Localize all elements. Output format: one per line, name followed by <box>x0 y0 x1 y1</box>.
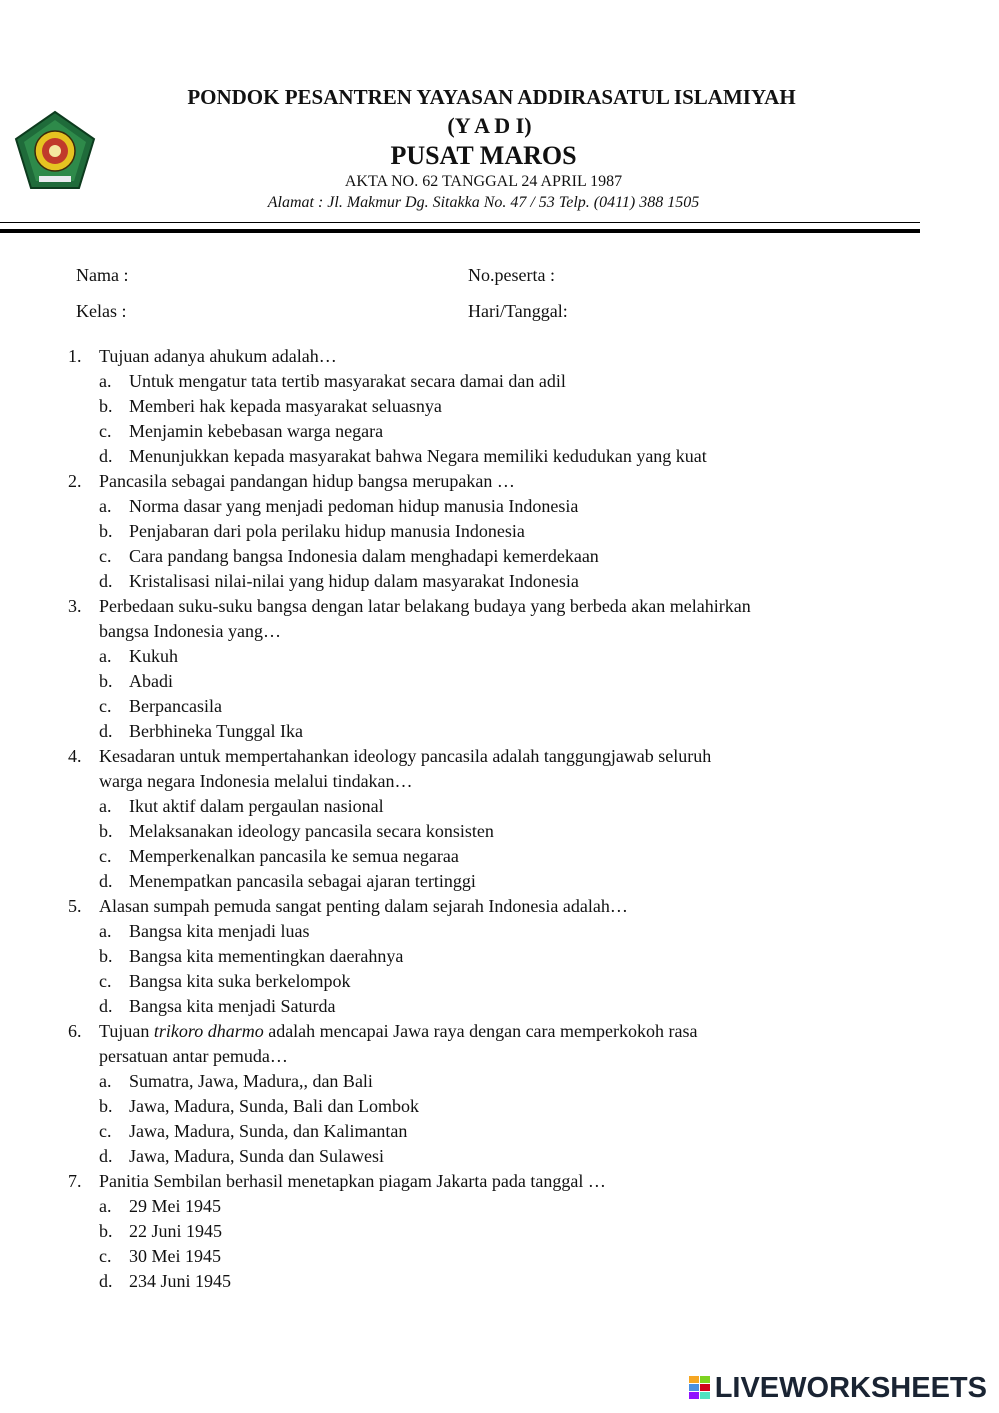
school-address: Alamat : Jl. Makmur Dg. Sitakka No. 47 / 53 Telp. (0411) 388 1505 <box>267 194 700 211</box>
liveworksheets-logo-icon <box>689 1376 711 1400</box>
option-text: Ikut aktif dalam pergaulan nasional <box>129 796 384 816</box>
question-text: warga negara Indonesia melalui tindakan… <box>99 771 413 791</box>
option-text: Berpancasila <box>129 696 222 716</box>
option-letter: a. <box>99 921 112 941</box>
option-letter: a. <box>99 646 112 666</box>
question-text: Tujuan adanya ahukum adalah… <box>99 346 337 366</box>
header-divider-thick <box>0 229 920 233</box>
question-number: 4. <box>68 746 82 766</box>
name-field-label: Nama : <box>76 265 129 285</box>
option-letter: c. <box>99 846 112 866</box>
option-letter: d. <box>99 1146 113 1166</box>
option-letter: d. <box>99 1271 113 1291</box>
option-text: Memberi hak kepada masyarakat seluasnya <box>129 396 442 416</box>
question-number: 5. <box>68 896 82 916</box>
option-text: Kukuh <box>129 646 178 666</box>
participant-number-field-label: No.peserta : <box>468 265 555 285</box>
option-text: Bangsa kita menjadi luas <box>129 921 310 941</box>
option-letter: a. <box>99 1196 112 1216</box>
option-letter: b. <box>99 1096 113 1116</box>
option-text: 234 Juni 1945 <box>129 1271 232 1291</box>
option-letter: b. <box>99 521 113 541</box>
option-letter: c. <box>99 421 112 441</box>
option-letter: c. <box>99 1246 112 1266</box>
option-letter: c. <box>99 1121 112 1141</box>
school-name: PONDOK PESANTREN YAYASAN ADDIRASATUL ISLAMIYAH <box>187 85 796 109</box>
deed-number: AKTA NO. 62 TANGGAL 24 APRIL 1987 <box>344 173 623 190</box>
option-letter: d. <box>99 996 113 1016</box>
option-text: Memperkenalkan pancasila ke semua negaraa <box>129 846 459 866</box>
option-text: Kristalisasi nilai-nilai yang hidup dalam masyarakat Indonesia <box>129 571 579 591</box>
option-text: Sumatra, Jawa, Madura,, dan Bali <box>129 1071 373 1091</box>
option-letter: b. <box>99 1221 113 1241</box>
option-text: Melaksanakan ideology pancasila secara konsisten <box>129 821 494 841</box>
option-letter: a. <box>99 371 112 391</box>
option-letter: a. <box>99 496 112 516</box>
school-abbreviation: (Y A D I) <box>447 113 532 138</box>
option-letter: b. <box>99 821 113 841</box>
question-text: Panitia Sembilan berhasil menetapkan piagam Jakarta pada tanggal … <box>99 1171 606 1191</box>
option-text: Bangsa kita mementingkan daerahnya <box>129 946 404 966</box>
option-text: Menunjukkan kepada masyarakat bahwa Negara memiliki kedudukan yang kuat <box>129 446 707 466</box>
question-text: Pancasila sebagai pandangan hidup bangsa merupakan … <box>99 471 515 491</box>
option-text: Penjabaran dari pola perilaku hidup manusia Indonesia <box>129 521 525 541</box>
question-number: 6. <box>68 1021 82 1041</box>
option-text: 30 Mei 1945 <box>129 1246 221 1266</box>
option-letter: c. <box>99 546 112 566</box>
option-text: Menempatkan pancasila sebagai ajaran tertinggi <box>129 871 476 891</box>
question-number: 2. <box>68 471 82 491</box>
question-number: 3. <box>68 596 82 616</box>
option-text: Menjamin kebebasan warga negara <box>129 421 384 441</box>
question-text: persatuan antar pemuda… <box>99 1046 288 1066</box>
liveworksheets-brand <box>689 1372 987 1404</box>
option-text: Untuk mengatur tata tertib masyarakat secara damai dan adil <box>129 371 566 391</box>
question-number: 1. <box>68 346 82 366</box>
class-field-label: Kelas : <box>76 301 127 321</box>
option-letter: b. <box>99 946 113 966</box>
option-letter: a. <box>99 1071 112 1091</box>
question-text: Kesadaran untuk mempertahankan ideology pancasila adalah tanggungjawab seluruh <box>99 746 712 766</box>
liveworksheets-brand-text: LIVEWORKSHEETS <box>714 1371 987 1404</box>
option-text: 29 Mei 1945 <box>129 1196 221 1216</box>
option-letter: d. <box>99 446 113 466</box>
option-letter: d. <box>99 721 113 741</box>
option-text: Bangsa kita menjadi Saturda <box>129 996 336 1016</box>
question-number: 7. <box>68 1171 82 1191</box>
option-text: Berbhineka Tunggal Ika <box>129 721 303 741</box>
header-divider-thin <box>0 222 920 223</box>
option-letter: b. <box>99 671 113 691</box>
question-text: bangsa Indonesia yang… <box>99 621 281 641</box>
option-letter: d. <box>99 571 113 591</box>
option-letter: a. <box>99 796 112 816</box>
option-letter: d. <box>99 871 113 891</box>
option-text: Jawa, Madura, Sunda dan Sulawesi <box>129 1146 384 1166</box>
option-letter: c. <box>99 696 112 716</box>
school-branch: PUSAT MAROS <box>390 141 577 170</box>
option-text: Jawa, Madura, Sunda, dan Kalimantan <box>129 1121 408 1141</box>
option-text: Abadi <box>129 671 173 691</box>
option-text: Cara pandang bangsa Indonesia dalam menghadapi kemerdekaan <box>129 546 599 566</box>
option-text: Bangsa kita suka berkelompok <box>129 971 351 991</box>
option-text: Norma dasar yang menjadi pedoman hidup manusia Indonesia <box>129 496 579 516</box>
option-text: 22 Juni 1945 <box>129 1221 223 1241</box>
question-text: Alasan sumpah pemuda sangat penting dalam sejarah Indonesia adalah… <box>99 896 628 916</box>
option-letter: c. <box>99 971 112 991</box>
option-text: Jawa, Madura, Sunda, Bali dan Lombok <box>129 1096 419 1116</box>
question-text: Perbedaan suku-suku bangsa dengan latar belakang budaya yang berbeda akan melahirkan <box>99 596 751 616</box>
date-field-label: Hari/Tanggal: <box>468 301 568 321</box>
question-text: Tujuan trikoro dharmo adalah mencapai Jawa raya dengan cara memperkokoh rasa <box>99 1021 698 1041</box>
option-letter: b. <box>99 396 113 416</box>
